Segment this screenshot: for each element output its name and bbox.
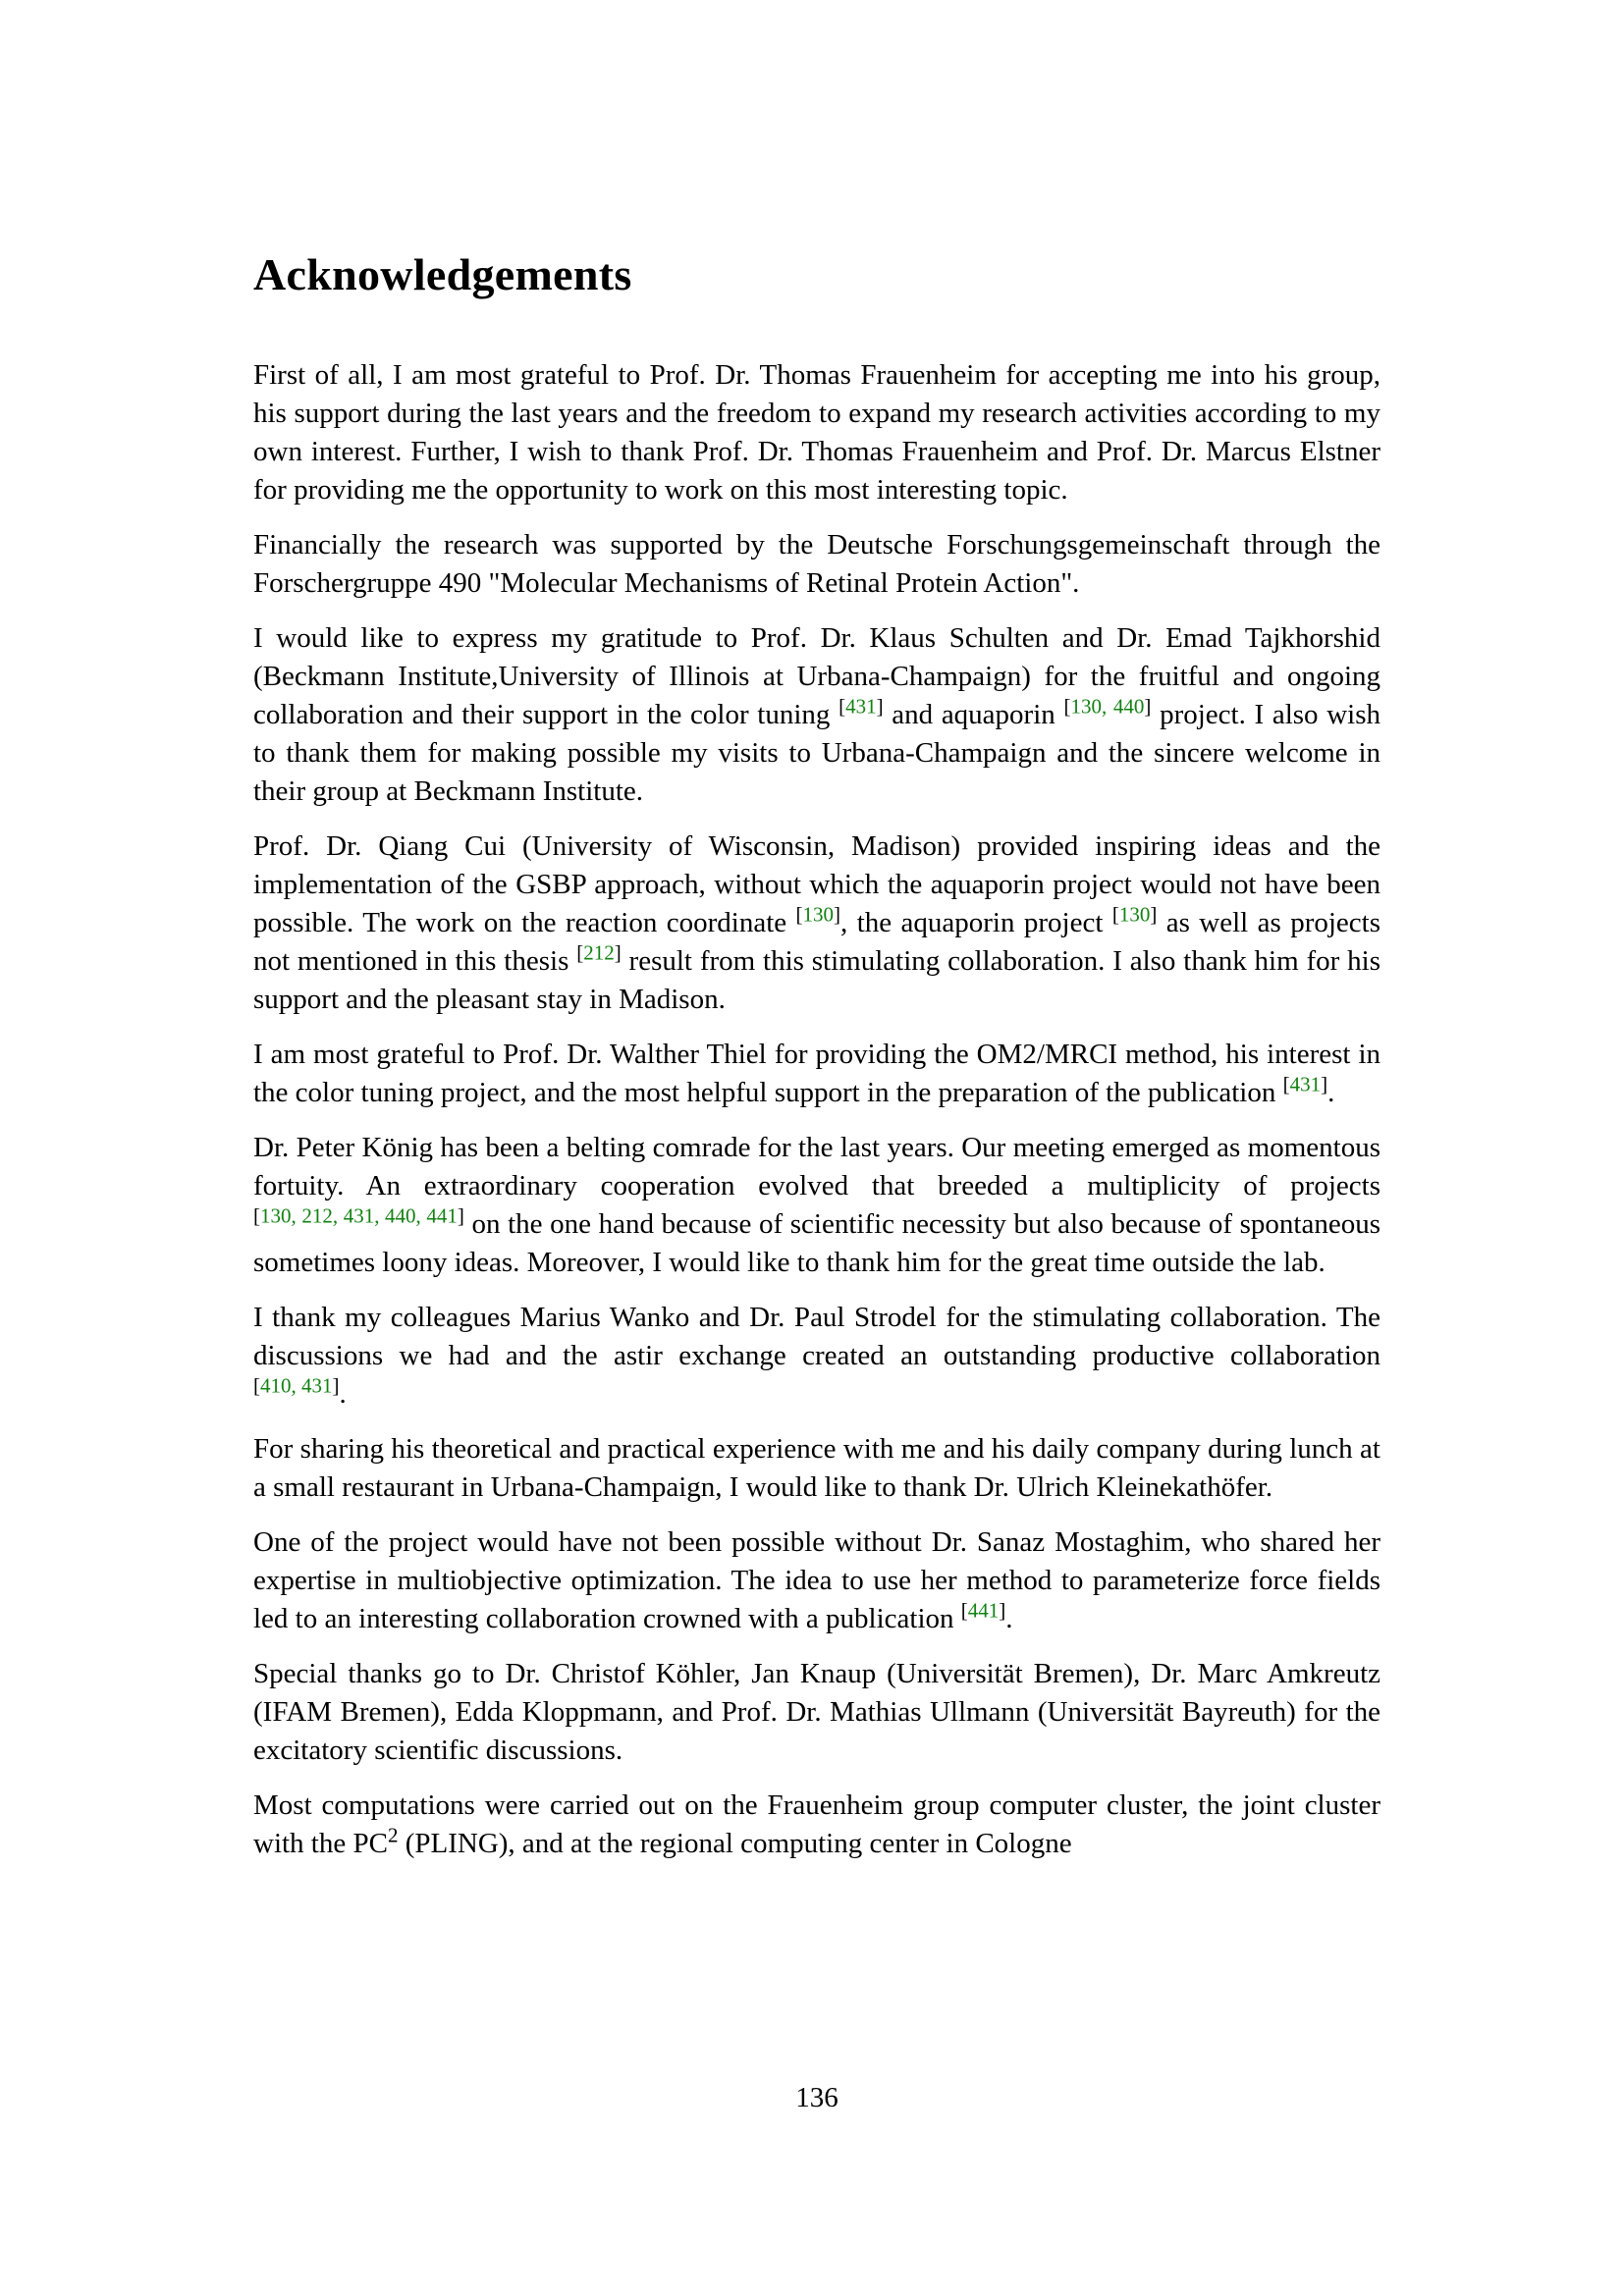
citation-reference[interactable]: [212]	[576, 940, 622, 965]
paragraph-10: Special thanks go to Dr. Christof Köhler, Jan Knaup (Universität Bremen), Dr. Marc Amkreutz (IFAM Bremen), Edda Kloppmann, and Prof. Dr. Mathias Ullmann (Universität Bayreuth) for the excitatory scientific discussions.	[253, 1657, 1380, 1766]
citation-number[interactable]: 410, 431	[260, 1373, 333, 1398]
paragraph-1: First of all, I am most grateful to Prof. Dr. Thomas Frauenheim for accepting me into his group, his support during the last years and the freedom to expand my research activities according to my own interest. Further, I wish to thank Prof. Dr. Thomas Frauenheim and Prof. Dr. Marcus Elstner for providing me the opportunity to work on this most interesting topic.	[253, 358, 1380, 506]
citation-number[interactable]: 212	[583, 940, 615, 965]
citation-reference[interactable]: [431]	[839, 694, 884, 719]
paragraph-7: I thank my colleagues Marius Wanko and Dr. Paul Strodel for the stimulating collaboration. The discussions we had and the astir exchange created an outstanding productive collaboration [410, 431].	[253, 1301, 1380, 1410]
superscript-text: 2	[387, 1823, 399, 1847]
paragraph-6: Dr. Peter König has been a belting comrade for the last years. Our meeting emerged as momentous fortuity. An extraordinary cooperation evolved that breeded a multiplicity of projects [130, 212, 431, 440, 441] on the one hand because of scientific necessity but also because of spontaneous sometimes loony ideas. Moreover, I would like to thank him for the great time outside the lab.	[253, 1131, 1381, 1278]
paragraph-9: One of the project would have not been possible without Dr. Sanaz Mostaghim, who shared her expertise in multiobjective optimization. The idea to use her method to parameterize force fields led to an interesting collaboration crowned with a publication [441].	[253, 1525, 1380, 1634]
citation-number[interactable]: 431	[1289, 1072, 1322, 1096]
citation-number[interactable]: 441	[967, 1598, 1000, 1623]
citation-reference[interactable]: [130, 440]	[1063, 694, 1152, 719]
citation-reference[interactable]: [130]	[1111, 902, 1158, 927]
citation-number[interactable]: 431	[845, 694, 877, 719]
paragraph-3: I would like to express my gratitude to Prof. Dr. Klaus Schulten and Dr. Emad Tajkhorshid (Beckmann Institute,University of Illinois at Urbana-Champaign) for the fruitful and ongoing collaboration and their support in the color tuning [431] and aquaporin [130, 440] project. I also wish to thank them for making possible my visits to Urbana-Champaign and the sincere welcome in their group at Beckmann Institute.	[253, 621, 1381, 807]
paragraph-2: Financially the research was supported by the Deutsche Forschungsgemeinschaft through the Forschergruppe 490 "Molecular Mechanisms of Retinal Protein Action".	[253, 528, 1380, 599]
content-column	[253, 249, 1380, 1880]
citation-number[interactable]: 130	[1118, 902, 1151, 927]
paragraph-4: Prof. Dr. Qiang Cui (University of Wisconsin, Madison) provided inspiring ideas and the implementation of the GSBP approach, without which the aquaporin project would not have been possible. The work on the reaction coordinate [130], the aquaporin project [130] as well as projects not mentioned in this thesis [212] result from this stimulating collaboration. I also thank him for his support and the pleasant stay in Madison.	[253, 829, 1381, 1015]
citation-reference[interactable]: [431]	[1282, 1072, 1328, 1096]
page-number: 136	[795, 2082, 839, 2113]
paragraph-8: For sharing his theoretical and practical experience with me and his daily company during lunch at a small restaurant in Urbana-Champaign, I would like to thank Dr. Ulrich Kleinekathöfer.	[253, 1432, 1380, 1503]
page-title: Acknowledgements	[253, 249, 632, 299]
citation-number[interactable]: 130, 212, 431, 440, 441	[260, 1203, 458, 1228]
paragraph-11: Most computations were carried out on the Frauenheim group computer cluster, the joint cluster with the $PC^2$ (PLING), and at the regional computing center in Cologne	[253, 1789, 1380, 1859]
citation-number[interactable]: 130, 440	[1070, 694, 1145, 719]
citation-reference[interactable]: [130]	[795, 902, 841, 927]
paragraph-5: I am most grateful to Prof. Dr. Walther Thiel for providing the OM2/MRCI method, his interest in the color tuning project, and the most helpful support in the preparation of the publication [431].	[253, 1038, 1380, 1108]
citation-reference[interactable]: [130, 212, 431, 440, 441]	[253, 1203, 464, 1228]
citation-reference[interactable]: [441]	[960, 1598, 1006, 1623]
citation-number[interactable]: 130	[802, 902, 835, 927]
citation-reference[interactable]: [410, 431]	[253, 1373, 340, 1398]
